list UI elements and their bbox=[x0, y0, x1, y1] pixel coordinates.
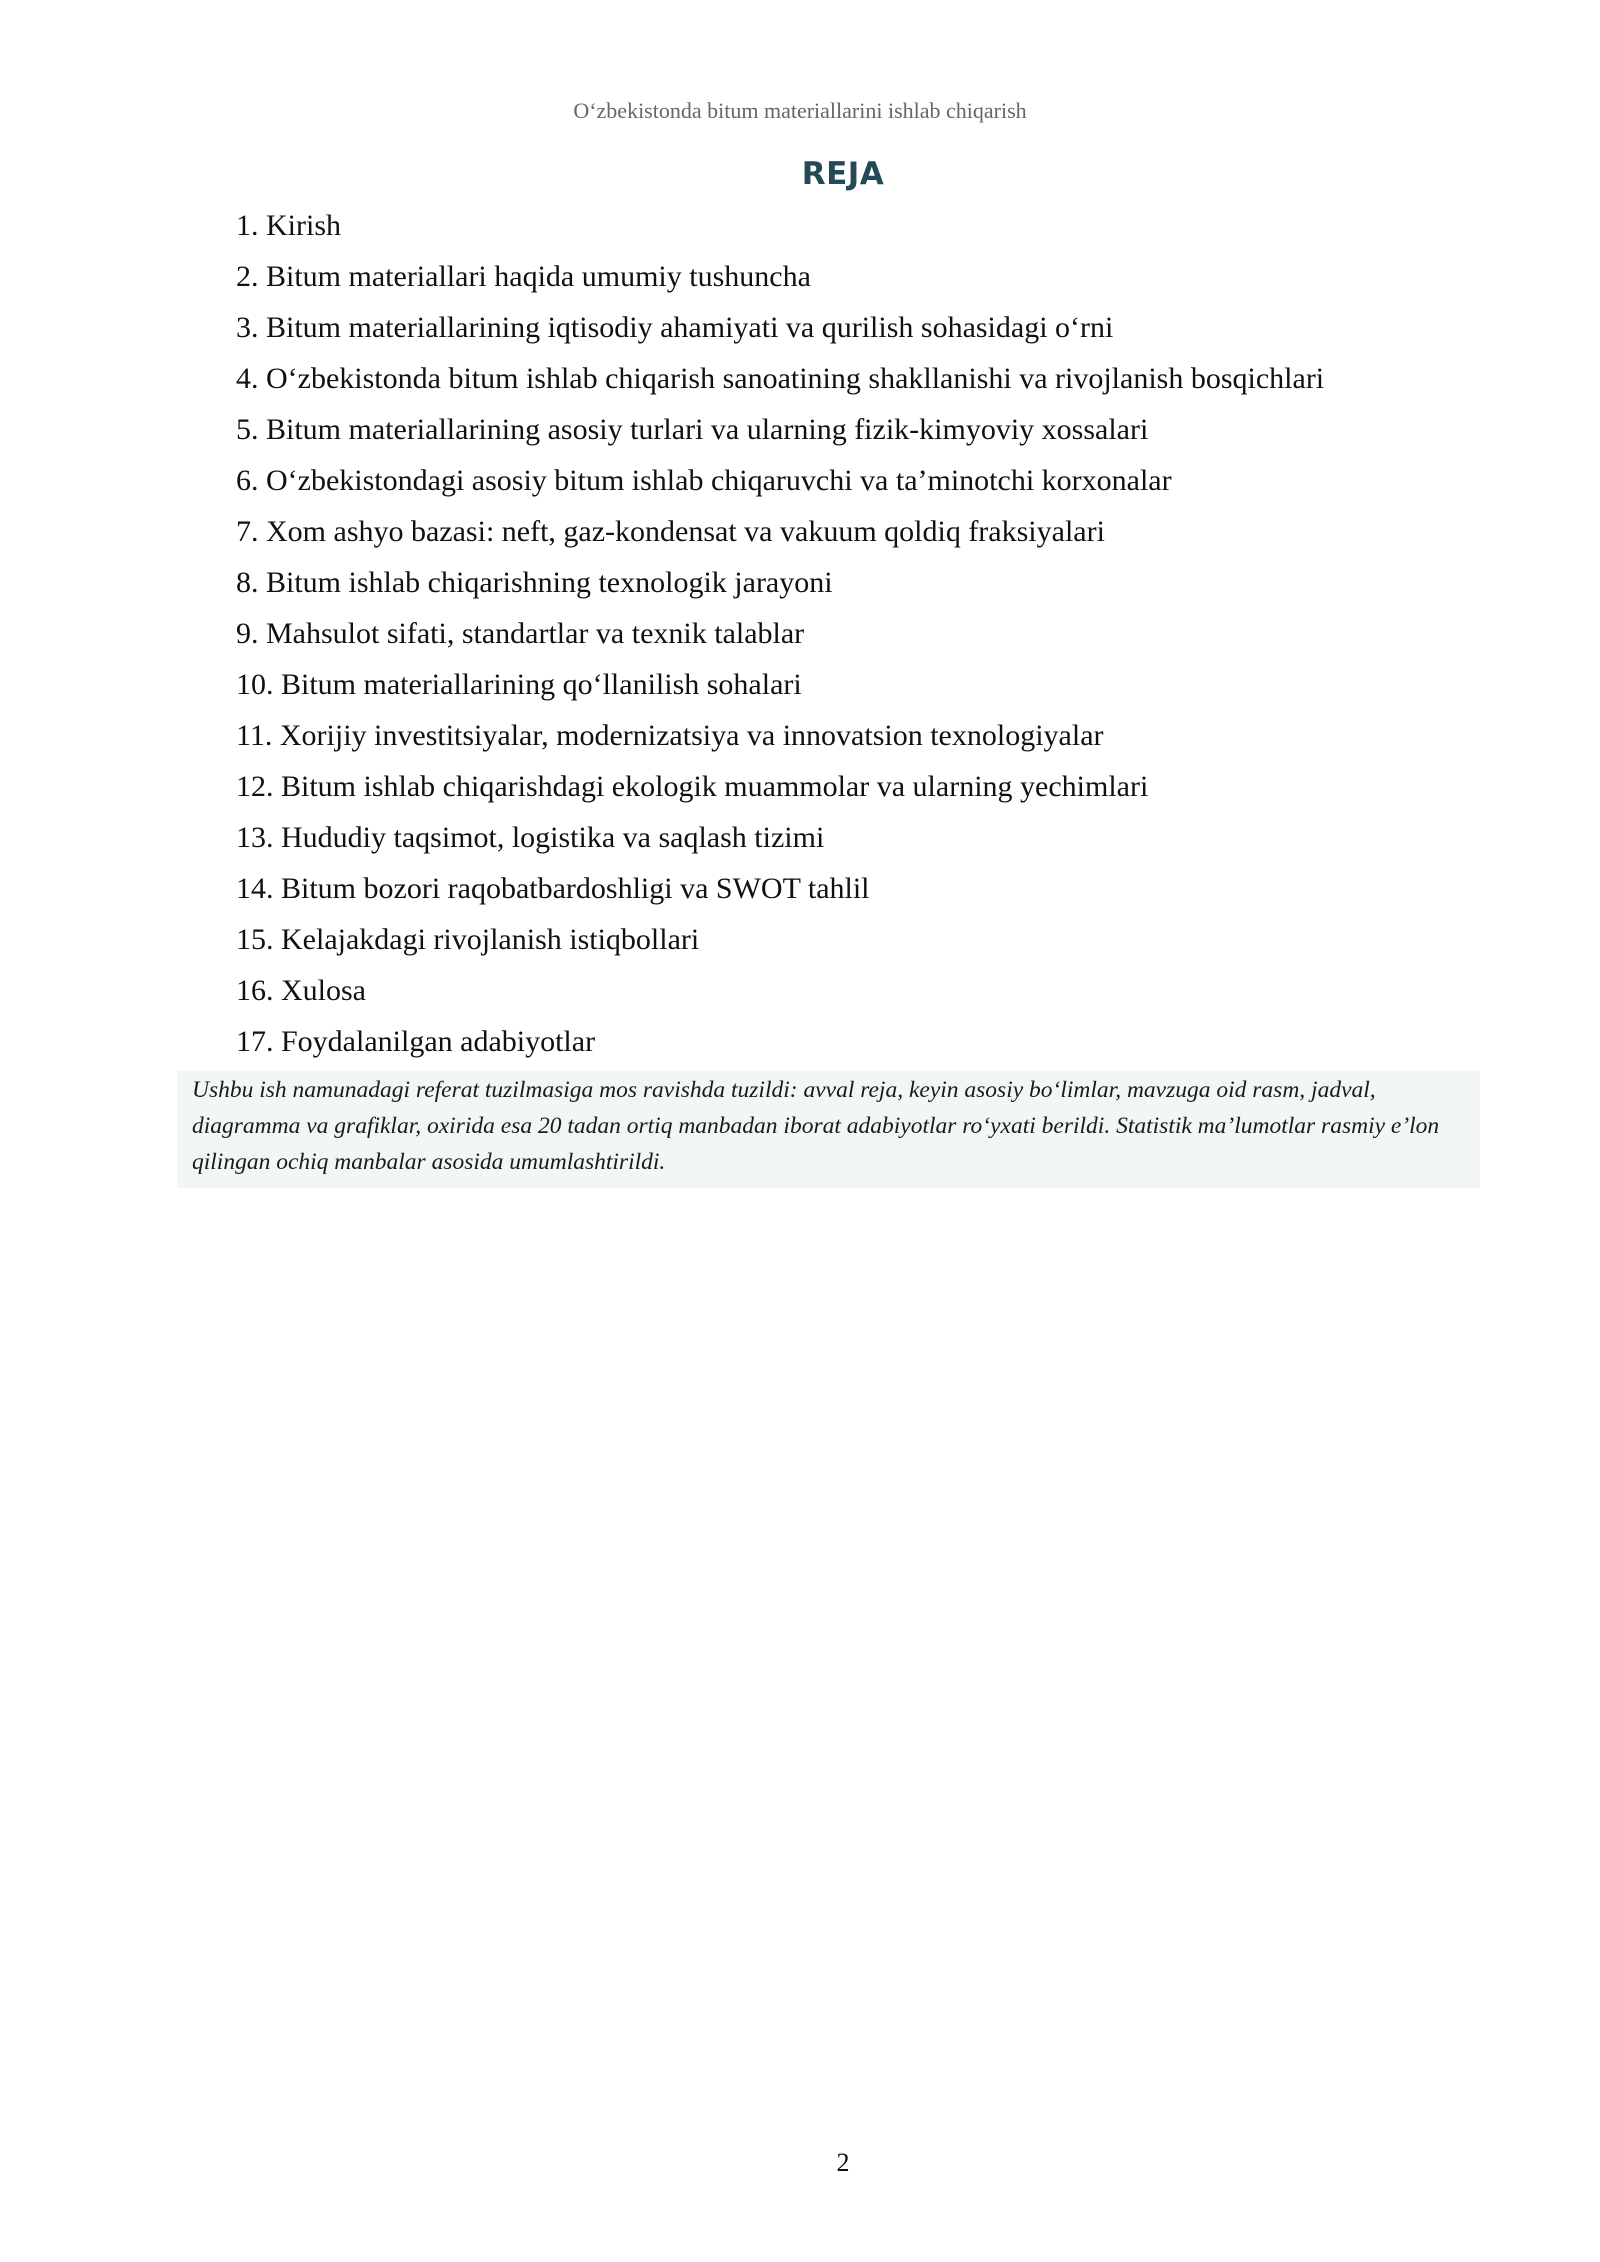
plan-title: REJA bbox=[801, 156, 885, 192]
running-header: O‘zbekistonda bitum materiallarini ishlab chiqarish bbox=[573, 98, 1027, 123]
plan-item: 13. Hududiy taqsimot, logistika va saqlash tizimi bbox=[236, 821, 825, 854]
plan-item: 10. Bitum materiallarining qo‘llanilish sohalari bbox=[236, 668, 802, 701]
plan-item: 15. Kelajakdagi rivojlanish istiqbollari bbox=[236, 923, 700, 956]
plan-item: 7. Xom ashyo bazasi: neft, gaz-kondensat va vakuum qoldiq fraksiyalari bbox=[236, 515, 1105, 548]
plan-item: 11. Xorijiy investitsiyalar, modernizatsiya va innovatsion texnologiyalar bbox=[236, 719, 1104, 752]
plan-item: 14. Bitum bozori raqobatbardoshligi va SWOT tahlil bbox=[236, 872, 870, 905]
plan-item: 1. Kirish bbox=[236, 209, 341, 242]
plan-list bbox=[236, 205, 1486, 1072]
plan-item: 16. Xulosa bbox=[236, 974, 366, 1007]
plan-item: 6. O‘zbekistondagi asosiy bitum ishlab chiqaruvchi va ta’minotchi korxonalar bbox=[236, 464, 1172, 497]
plan-item: 5. Bitum materiallarining asosiy turlari va ularning fizik-kimyoviy xossalari bbox=[236, 413, 1149, 446]
note-box bbox=[177, 1071, 1480, 1188]
plan-item: 3. Bitum materiallarining iqtisodiy ahamiyati va qurilish sohasidagi o‘rni bbox=[236, 311, 1114, 344]
plan-item: 9. Mahsulot sifati, standartlar va texnik talablar bbox=[236, 617, 805, 650]
page-number: 2 bbox=[836, 2148, 850, 2177]
note-text: Ushbu ish namunadagi referat tuzilmasiga mos ravishda tuzildi: avval reja, keyin asosiy bo‘limlar, mavzuga oid rasm, jadval, diagramma va grafiklar, oxirida esa 20 tadan ortiq manbadan iborat adabiyotlar ro‘yxati berildi. Statistik ma’lumotlar rasmiy e’lon qilingan ochiq manbalar asosida umumlashtirildi. bbox=[192, 1077, 1440, 1175]
plan-item: 2. Bitum materiallari haqida umumiy tushuncha bbox=[236, 260, 811, 293]
plan-item: 17. Foydalanilgan adabiyotlar bbox=[236, 1025, 596, 1058]
plan-item: 8. Bitum ishlab chiqarishning texnologik jarayoni bbox=[236, 566, 833, 599]
plan-item: 12. Bitum ishlab chiqarishdagi ekologik muammolar va ularning yechimlari bbox=[236, 770, 1149, 803]
plan-item: 4. O‘zbekistonda bitum ishlab chiqarish sanoatining shakllanishi va rivojlanish bosqichlari bbox=[236, 362, 1325, 395]
